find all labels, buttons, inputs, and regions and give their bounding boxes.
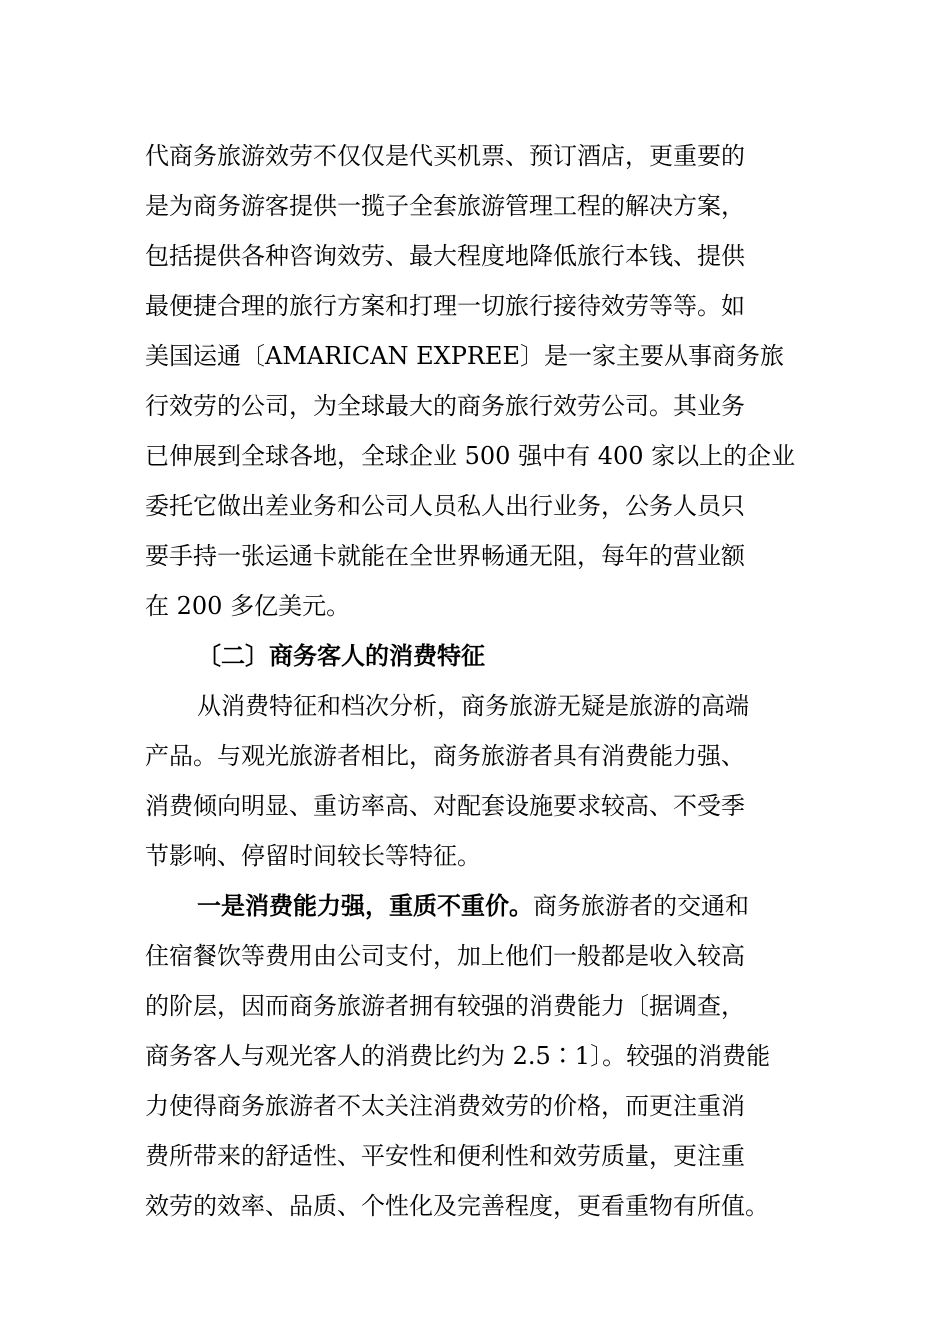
text-line: 从消费特征和档次分析，商务旅游无疑是旅游的高端	[197, 692, 749, 720]
paragraph-lead-bold: 一是消费能力强，重质不重价。	[197, 891, 533, 920]
text-line: 节影响、停留时间较长等特征。	[145, 842, 481, 870]
text-line: 行效劳的公司，为全球最大的商务旅行效劳公司。其业务	[145, 392, 745, 420]
text-line: 消费倾向明显、重访率高、对配套设施要求较高、不受季	[145, 792, 745, 820]
section-heading: 〔二〕商务客人的消费特征	[197, 641, 485, 670]
text-line: 费所带来的舒适性、平安性和便利性和效劳质量，更注重	[145, 1142, 745, 1170]
paragraph-lead-rest: 商务旅游者的交通和	[533, 892, 749, 920]
text-line: 力使得商务旅游者不太关注消费效劳的价格，而更注重消	[145, 1092, 745, 1120]
text-line: 代商务旅游效劳不仅仅是代买机票、预订酒店，更重要的	[145, 142, 745, 170]
paragraph-spending-power	[145, 881, 815, 1231]
text-line: 要手持一张运通卡就能在全世界畅通无阻，每年的营业额	[145, 542, 745, 570]
text-line: 委托它做出差业务和公司人员私人出行业务，公务人员只	[145, 492, 745, 520]
text-line: 住宿餐饮等费用由公司支付，加上他们一般都是收入较高	[145, 942, 745, 970]
text-line: 包括提供各种咨询效劳、最大程度地降低旅行本钱、提供	[145, 242, 745, 270]
text-line: 商务客人与观光客人的消费比约为 2.5∶1〕。较强的消费能	[145, 1042, 771, 1070]
text-line	[145, 881, 815, 931]
text-line: 在 200 多亿美元。	[145, 592, 351, 620]
text-line: 是为商务游客提供一揽子全套旅游管理工程的解决方案，	[145, 192, 745, 220]
document-page	[145, 131, 815, 1231]
text-line: 最便捷合理的旅行方案和打理一切旅行接待效劳等等。如	[145, 292, 745, 320]
text-line: 美国运通〔AMARICAN EXPREE〕是一家主要从事商务旅	[145, 342, 784, 370]
paragraph-continuation	[145, 131, 815, 631]
text-line: 的阶层，因而商务旅游者拥有较强的消费能力〔据调查，	[145, 992, 745, 1020]
text-line: 产品。与观光旅游者相比，商务旅游者具有消费能力强、	[145, 742, 745, 770]
paragraph-consumption-features	[145, 681, 815, 881]
text-line: 已伸展到全球各地，全球企业 500 强中有 400 家以上的企业	[145, 442, 796, 470]
text-line: 效劳的效率、品质、个性化及完善程度，更看重物有所值。	[145, 1192, 769, 1220]
